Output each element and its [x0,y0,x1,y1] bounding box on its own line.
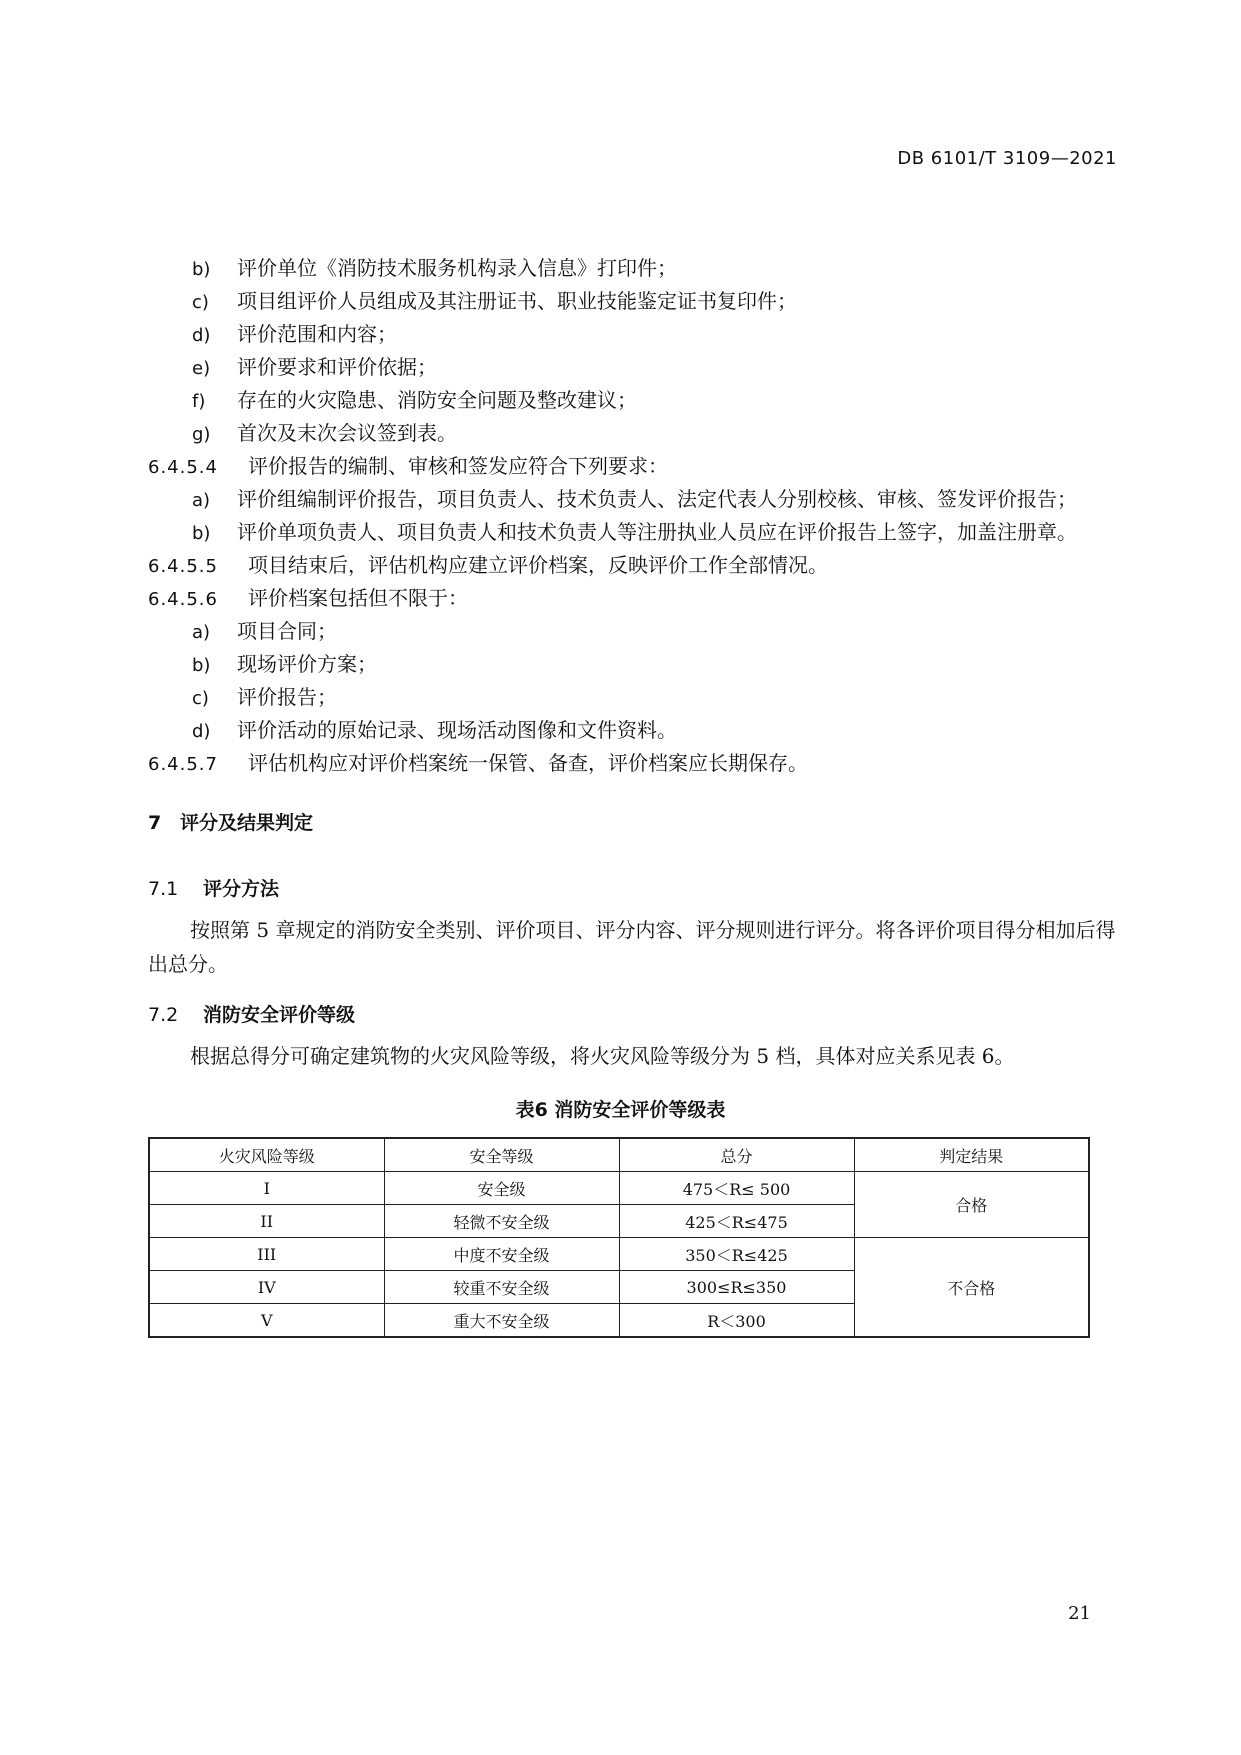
table-header: 安全等级 [384,1138,619,1172]
document-id-header: DB 6101/T 3109—2021 [897,148,1117,169]
level-cell: IV [149,1271,384,1304]
table-caption: 表6 消防安全评价等级表 [515,1099,726,1121]
score-cell: 475＜R≤ 500 [619,1172,854,1205]
list-item: d) 评价范围和内容； [192,322,397,346]
list-item: b) 现场评价方案； [192,652,377,676]
list-item: b) 评价单位《消防技术服务机构录入信息》打印件； [192,256,677,280]
section-7-1-heading: 7.1 评分方法 [148,878,280,900]
list-item: f) 存在的火灾隐患、消防安全问题及整改建议； [192,388,637,412]
table-header: 判定结果 [854,1138,1089,1172]
grade-cell: 中度不安全级 [384,1238,619,1271]
clause-6-4-5-6: 6.4.5.6 评价档案包括但不限于： [148,586,468,610]
list-item: a) 项目合同； [192,619,337,643]
level-cell: I [149,1172,384,1205]
page-number: 21 [1068,1603,1091,1624]
score-cell: R＜300 [619,1304,854,1338]
list-item: g) 首次及末次会议签到表。 [192,421,457,445]
level-cell: V [149,1304,384,1338]
grade-cell: 安全级 [384,1172,619,1205]
list-item: c) 评价报告； [192,685,337,709]
section-7-2-heading: 7.2 消防安全评价等级 [148,1004,356,1026]
level-cell: III [149,1238,384,1271]
section-7-1-body: 按照第 5 章规定的消防安全类别、评价项目、评分内容、评分规则进行评分。将各评价项目得分相加后得出总分。 [148,918,1116,976]
list-item: c) 项目组评价人员组成及其注册证书、职业技能鉴定证书复印件； [192,289,797,313]
grade-cell: 轻微不安全级 [384,1205,619,1238]
clause-6-4-5-7: 6.4.5.7 评估机构应对评价档案统一保管、备查，评价档案应长期保存。 [148,751,808,775]
grade-cell: 重大不安全级 [384,1304,619,1338]
score-cell: 350＜R≤425 [619,1238,854,1271]
result-fail-cell: 不合格 [854,1238,1089,1338]
table-row [149,1172,1089,1205]
table-row [149,1238,1089,1271]
list-item: d) 评价活动的原始记录、现场活动图像和文件资料。 [192,718,677,742]
grade-cell: 较重不安全级 [384,1271,619,1304]
score-cell: 425＜R≤475 [619,1205,854,1238]
level-cell: II [149,1205,384,1238]
result-pass-cell: 合格 [854,1172,1089,1238]
clause-6-4-5-4: 6.4.5.4 评价报告的编制、审核和签发应符合下列要求： [148,454,668,478]
table-header: 总分 [619,1138,854,1172]
list-item: a) 评价组编制评价报告，项目负责人、技术负责人、法定代表人分别校核、审核、签发评价报告； [192,487,1077,511]
table-header-row [149,1138,1089,1172]
section-7-heading: 7 评分及结果判定 [148,812,314,834]
list-item: b) 评价单项负责人、项目负责人和技术负责人等注册执业人员应在评价报告上签字，加盖注册章。 [192,520,1077,544]
score-cell: 300≤R≤350 [619,1271,854,1304]
table-header: 火灾风险等级 [149,1138,384,1172]
safety-grade-table [148,1137,1090,1338]
section-7-2-body: 根据总得分可确定建筑物的火灾风险等级，将火灾风险等级分为 5 档，具体对应关系见表 6。 [190,1044,1015,1068]
clause-6-4-5-5: 6.4.5.5 项目结束后，评估机构应建立评价档案，反映评价工作全部情况。 [148,553,828,577]
list-item: e) 评价要求和评价依据； [192,355,437,379]
